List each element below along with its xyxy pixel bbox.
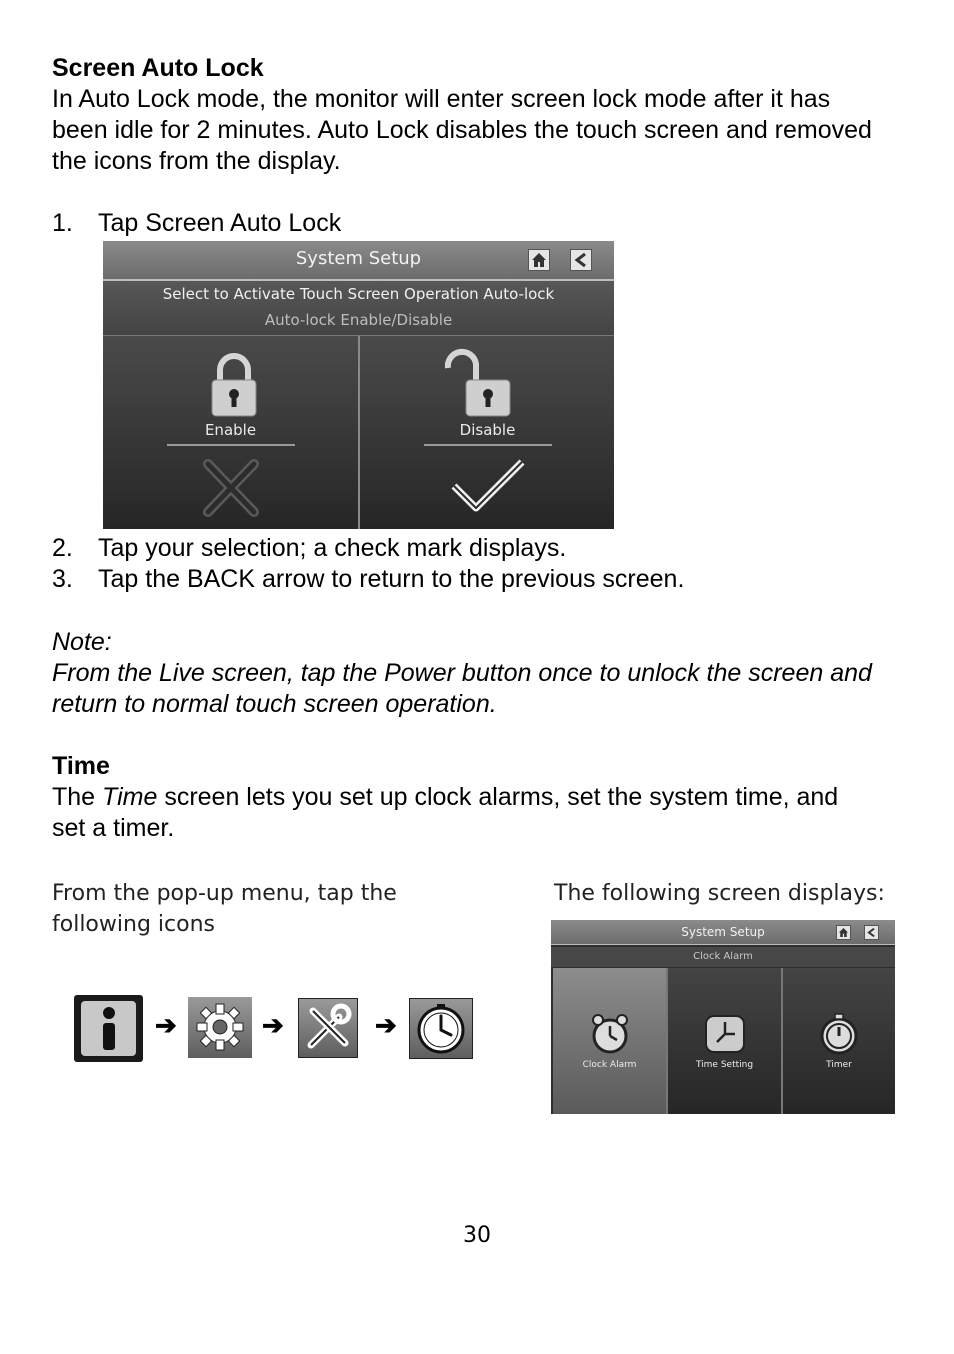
arrow-icon: ➔ [155, 1010, 177, 1040]
time-intro-line-1 [52, 782, 838, 813]
step-text: Tap Screen Auto Lock [98, 209, 342, 237]
unlocked-padlock-icon [438, 346, 518, 420]
disable-label: Disable [459, 421, 516, 439]
intro-line-3: the icons from the display. [52, 147, 341, 175]
disable-option [360, 336, 614, 529]
home-icon [528, 249, 550, 271]
note-label: Note: [52, 628, 112, 656]
alarm-clock-icon [588, 1012, 632, 1056]
section-heading-time: Time [52, 752, 110, 780]
section-heading-screen-auto-lock: Screen Auto Lock [52, 54, 264, 82]
unselected-x-icon [200, 458, 262, 518]
tools-icon [298, 998, 358, 1058]
check-mark-icon [448, 456, 528, 516]
info-icon [74, 995, 143, 1062]
right-caption: The following screen displays: [554, 881, 885, 906]
intro-line-2: been idle for 2 minutes. Auto Lock disables the touch screen and removed [52, 116, 872, 144]
gear-icon [188, 997, 252, 1058]
home-icon [836, 925, 851, 940]
step-text: Tap the BACK arrow to return to the previous screen. [98, 565, 685, 593]
enable-option [103, 336, 358, 529]
page-number: 30 [463, 1223, 491, 1248]
time-setting-icon [702, 1012, 748, 1056]
back-arrow-icon [864, 925, 879, 940]
arrow-icon: ➔ [262, 1010, 284, 1040]
time-intro-pre: The [52, 783, 103, 811]
locked-padlock-icon [208, 350, 260, 420]
screenshot-header [551, 920, 895, 945]
time-setting-label: Time Setting [695, 1060, 754, 1070]
step-text: Tap your selection; a check mark displays. [98, 534, 567, 562]
time-screenshot [551, 920, 895, 1114]
step-number: 1. [52, 209, 73, 237]
screenshot-instruction: Select to Activate Touch Screen Operation Auto-lock [162, 285, 555, 303]
timer-label: Timer [826, 1060, 852, 1070]
screenshot-subtitle-bar [551, 947, 895, 967]
left-caption-line-2: following icons [52, 912, 215, 937]
screenshot-subtitle: Auto-lock Enable/Disable [264, 311, 453, 329]
auto-lock-screenshot [103, 241, 614, 529]
screenshot-title: System Setup [295, 248, 422, 269]
disable-divider [424, 444, 552, 446]
enable-label: Enable [204, 421, 257, 439]
time-setting-option [668, 968, 781, 1114]
clock-alarm-label: Clock Alarm [582, 1060, 637, 1070]
step-3 [52, 564, 912, 595]
left-caption-line-1: From the pop-up menu, tap the [52, 881, 397, 906]
step-2 [52, 533, 912, 564]
step-1 [52, 208, 912, 239]
time-intro-em: Time [102, 783, 158, 811]
timer-option [783, 968, 895, 1114]
screenshot-title: System Setup [681, 925, 765, 939]
note-line-1: From the Live screen, tap the Power button once to unlock the screen and [52, 659, 872, 687]
screenshot-subtitle: Clock Alarm [693, 951, 753, 962]
note-line-2: return to normal touch screen operation. [52, 690, 497, 718]
back-arrow-icon [570, 249, 592, 271]
arrow-icon: ➔ [375, 1010, 397, 1040]
time-intro-post: screen lets you set up clock alarms, set the system time, and [157, 783, 839, 811]
step-number: 2. [52, 534, 73, 562]
intro-line-1: In Auto Lock mode, the monitor will enter screen lock mode after it has [52, 85, 831, 113]
clock-alarm-option [553, 968, 666, 1114]
step-number: 3. [52, 565, 73, 593]
time-intro-line-2: set a timer. [52, 814, 175, 842]
enable-divider [167, 444, 295, 446]
clock-icon [409, 998, 473, 1059]
timer-icon [817, 1012, 861, 1056]
screenshot-header [103, 241, 614, 281]
screenshot-instruction-bar [103, 281, 614, 336]
